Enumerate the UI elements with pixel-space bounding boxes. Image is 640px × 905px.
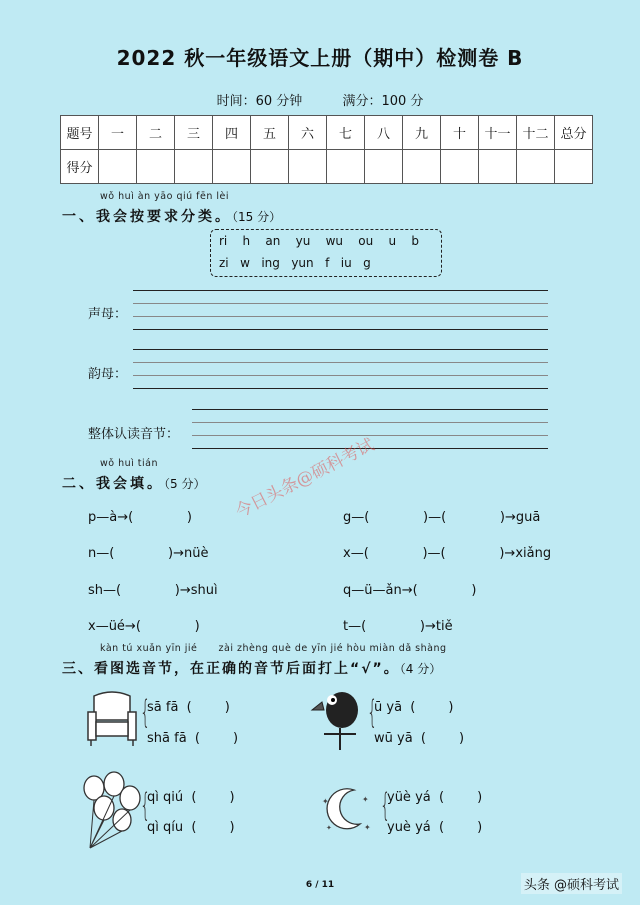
sofa-picture bbox=[86, 690, 138, 748]
score-header-cell: 五 bbox=[251, 116, 289, 150]
zhengti-label: 整体认读音节： bbox=[88, 427, 180, 442]
pinyin-box bbox=[210, 229, 442, 277]
score-header-cell: 二 bbox=[137, 116, 175, 150]
score-header-cell: 九 bbox=[403, 116, 441, 150]
score-cell[interactable] bbox=[175, 150, 213, 184]
writing-line[interactable] bbox=[192, 409, 548, 410]
section1-points: （15 分） bbox=[232, 210, 282, 224]
writing-line[interactable] bbox=[133, 349, 548, 350]
exam-info bbox=[0, 90, 640, 109]
choice-option[interactable]: wū yā ( ) bbox=[374, 731, 465, 746]
svg-text:✦: ✦ bbox=[326, 824, 332, 832]
section2-points: （5 分） bbox=[164, 477, 206, 491]
page-title: 2022 秋一年级语文上册（期中）检测卷 B bbox=[116, 46, 524, 70]
section3-points: （4 分） bbox=[399, 662, 442, 676]
section2-heading bbox=[62, 473, 205, 493]
shengmu-label: 声母： bbox=[88, 307, 128, 322]
section3-pinyin: kàn tú xuǎn yīn jié zài zhèng què de yīn jié hòu miàn dǎ shàng bbox=[100, 643, 447, 654]
score-cell[interactable] bbox=[555, 150, 593, 184]
writing-line[interactable] bbox=[133, 290, 548, 291]
score-header-cell: 四 bbox=[213, 116, 251, 150]
watermark: 今日头条@硕科考试 bbox=[232, 434, 378, 523]
time-label: 时间：60 分钟 bbox=[216, 94, 303, 109]
score-label: 满分：100 分 bbox=[342, 94, 424, 109]
score-header-cell: 十 bbox=[441, 116, 479, 150]
score-cell[interactable] bbox=[289, 150, 327, 184]
score-cell[interactable] bbox=[251, 150, 289, 184]
section2-title: 二、我会填。 bbox=[62, 476, 164, 492]
score-table bbox=[60, 115, 593, 184]
score-header-cell: 题号 bbox=[61, 116, 99, 150]
score-cell[interactable] bbox=[213, 150, 251, 184]
score-input-row bbox=[61, 150, 593, 184]
score-cell[interactable] bbox=[99, 150, 137, 184]
choice-option[interactable]: yüè yá ( ) bbox=[387, 790, 483, 805]
fill-item[interactable]: x—üé→( ) bbox=[88, 619, 200, 634]
guide-line bbox=[133, 375, 548, 376]
brand-watermark: 头条 @硕科考试 bbox=[521, 873, 622, 894]
score-header-cell: 七 bbox=[327, 116, 365, 150]
score-cell[interactable] bbox=[441, 150, 479, 184]
moon-picture bbox=[318, 784, 374, 836]
fill-item[interactable]: p—à→( ) bbox=[88, 510, 192, 525]
section1-heading bbox=[62, 206, 281, 226]
score-header-row bbox=[61, 116, 593, 150]
balloons-picture bbox=[80, 770, 142, 852]
score-header-cell: 总分 bbox=[555, 116, 593, 150]
score-header-cell: 六 bbox=[289, 116, 327, 150]
score-row-label: 得分 bbox=[61, 150, 99, 184]
guide-line bbox=[133, 316, 548, 317]
choice-option[interactable]: qì qíu ( ) bbox=[147, 820, 235, 835]
pinyin-box-line1: ri h an yu wu ou u b bbox=[219, 234, 419, 248]
score-header-cell: 八 bbox=[365, 116, 403, 150]
guide-line bbox=[133, 303, 548, 304]
score-header-cell: 一 bbox=[99, 116, 137, 150]
brace-icon: { bbox=[140, 693, 151, 731]
score-header-cell: 十二 bbox=[517, 116, 555, 150]
score-header-cell: 十一 bbox=[479, 116, 517, 150]
score-cell[interactable] bbox=[517, 150, 555, 184]
brace-icon: { bbox=[367, 693, 378, 731]
fill-item[interactable]: t—( )→tiě bbox=[343, 619, 453, 634]
guide-line bbox=[192, 435, 548, 436]
score-cell[interactable] bbox=[403, 150, 441, 184]
section3-title: 三、看图选音节，在正确的音节后面打上“√”。 bbox=[62, 661, 400, 677]
guide-line bbox=[192, 422, 548, 423]
crow-picture bbox=[310, 686, 366, 754]
choice-option[interactable]: yuè yá ( ) bbox=[387, 820, 483, 835]
choice-option[interactable]: sā fā ( ) bbox=[147, 700, 230, 715]
guide-line bbox=[133, 362, 548, 363]
writing-line[interactable] bbox=[133, 388, 548, 389]
section1-pinyin: wǒ huì àn yāo qiú fēn lèi bbox=[100, 191, 230, 202]
svg-text:✦: ✦ bbox=[364, 823, 371, 832]
brace-icon: { bbox=[140, 786, 151, 824]
score-cell[interactable] bbox=[327, 150, 365, 184]
pinyin-box-line2: zi w ing yun f iu g bbox=[219, 256, 371, 270]
section2-pinyin: wǒ huì tián bbox=[100, 458, 159, 469]
section3-heading bbox=[62, 658, 441, 678]
score-cell[interactable] bbox=[479, 150, 517, 184]
svg-text:✦: ✦ bbox=[362, 795, 369, 804]
yunmu-label: 韵母： bbox=[88, 367, 128, 382]
choice-option[interactable]: ū yā ( ) bbox=[374, 700, 454, 715]
score-header-cell: 三 bbox=[175, 116, 213, 150]
choice-option[interactable]: qì qiú ( ) bbox=[147, 790, 235, 805]
svg-text:✦: ✦ bbox=[322, 797, 329, 806]
fill-item[interactable]: n—( )→nüè bbox=[88, 546, 209, 561]
choice-option[interactable]: shā fā ( ) bbox=[147, 731, 239, 746]
fill-item[interactable]: g—( )—( )→guā bbox=[343, 510, 541, 525]
fill-item[interactable]: sh—( )→shuì bbox=[88, 583, 218, 598]
fill-item[interactable]: x—( )—( )→xiǎng bbox=[343, 546, 552, 561]
brace-icon: { bbox=[380, 786, 391, 824]
writing-line[interactable] bbox=[133, 329, 548, 330]
fill-item[interactable]: q—ü—ǎn→( ) bbox=[343, 583, 477, 598]
page-number: 6 / 11 bbox=[305, 880, 335, 890]
section1-title: 一、我会按要求分类。 bbox=[62, 209, 232, 225]
score-cell[interactable] bbox=[137, 150, 175, 184]
score-cell[interactable] bbox=[365, 150, 403, 184]
